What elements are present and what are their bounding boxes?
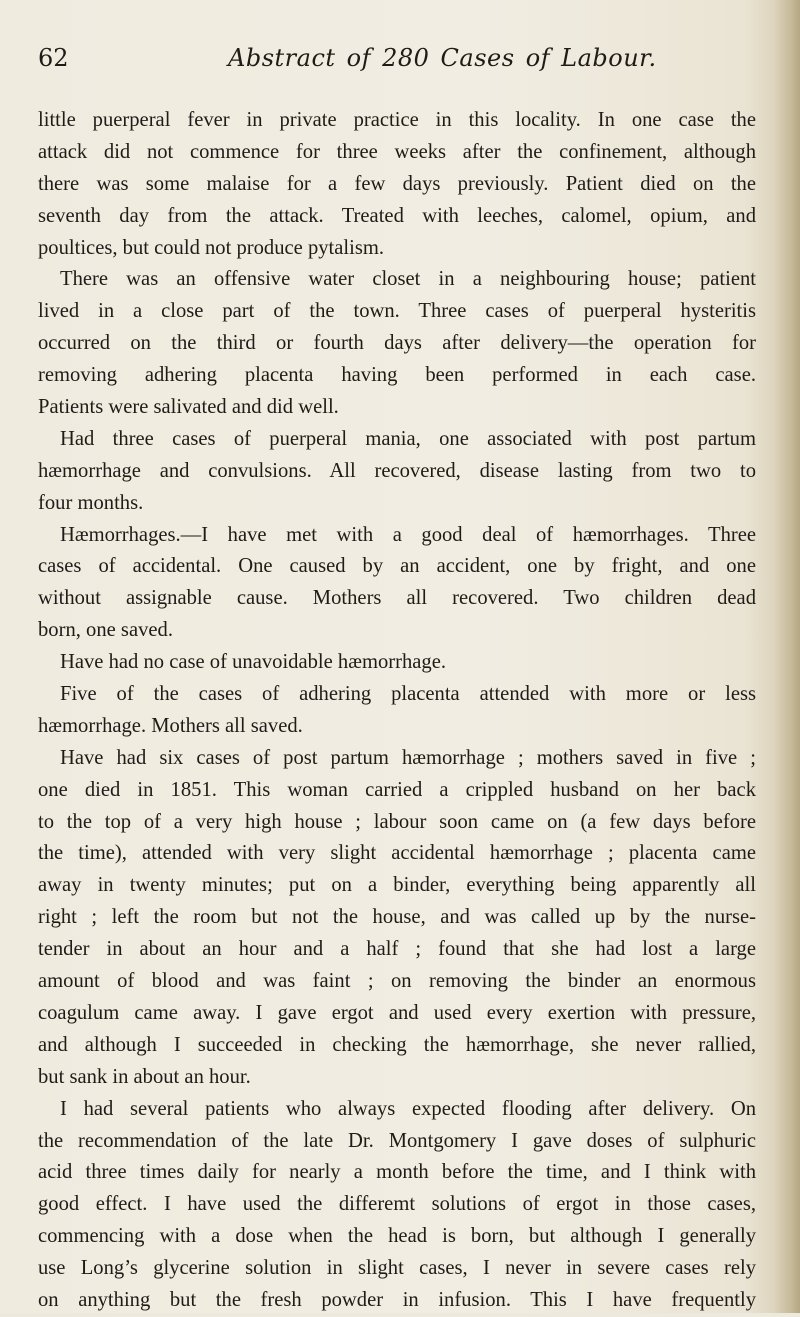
text-line: there was some malaise for a few days previously. Patient died on the [38,172,756,195]
text-line: There was an offensive water closet in a neighbouring house; patient [60,268,756,291]
text-line: lived in a close part of the town. Three cases of puerperal hysteritis [38,300,756,323]
text-line: removing adhering placenta having been performed in each case. [38,364,756,387]
text-line: Have had no case of unavoidable hæmorrhage. [60,651,446,674]
text-line: on anything but the fresh powder in infusion. This I have frequently [38,1288,756,1311]
text-line: Patients were salivated and did well. [38,396,339,419]
text-line: to the top of a very high house ; labour soon came on (a few days before [38,810,756,833]
text-line: Hæmorrhages.—I have met with a good deal of hæmorrhages. Three [60,523,756,546]
text-line: right ; left the room but not the house, and was called up by the nurse- [38,906,756,929]
text-line: attack did not commence for three weeks after the confinement, although [38,140,756,163]
text-line: Have had six cases of post partum hæmorrhage ; mothers saved in five ; [60,746,756,769]
text-line: hæmorrhage. Mothers all saved. [38,714,303,737]
text-line: cases of accidental. One caused by an accident, one by fright, and one [38,555,756,578]
running-title: Abstract of 280 Cases of Labour. [228,44,657,72]
text-line: the recommendation of the late Dr. Montgomery I gave doses of sulphuric [38,1129,756,1152]
text-line: the time), attended with very slight accidental hæmorrhage ; placenta came [38,842,756,865]
text-line: away in twenty minutes; put on a binder, everything being apparently all [38,874,756,897]
text-line: four months. [38,491,144,514]
text-line: and although I succeeded in checking the hæmorrhage, she never rallied, [38,1033,756,1056]
page-edge-shadow [774,0,800,1313]
text-line: I had several patients who always expected flooding after delivery. On [60,1097,756,1120]
text-line: poultices, but could not produce pytalism. [38,236,385,259]
body-text [38,105,756,1317]
text-line: Five of the cases of adhering placenta attended with more or less [60,683,756,706]
page-number: 62 [38,44,69,72]
page-header [38,44,738,84]
text-line: without assignable cause. Mothers all recovered. Two children dead [38,587,756,610]
text-line: but sank in about an hour. [38,1065,251,1088]
text-line: acid three times daily for nearly a month before the time, and I think with [38,1161,756,1184]
text-line: coagulum came away. I gave ergot and used every exertion with pressure, [38,1001,756,1024]
text-line: commencing with a dose when the head is born, but although I generally [38,1225,756,1248]
text-line: one died in 1851. This woman carried a crippled husband on her back [38,778,756,801]
text-line: Had three cases of puerperal mania, one associated with post partum [60,427,756,450]
text-line: seventh day from the attack. Treated with leeches, calomel, opium, and [38,204,756,227]
text-line: born, one saved. [38,619,173,642]
text-line: little puerperal fever in private practice in this locality. In one case the [38,109,756,131]
text-line: use Long’s glycerine solution in slight cases, I never in severe cases rely [38,1257,756,1280]
text-line: amount of blood and was faint ; on removing the binder an enormous [38,970,756,993]
text-line: tender in about an hour and a half ; found that she had lost a large [38,938,756,961]
text-line: hæmorrhage and convulsions. All recovered, disease lasting from two to [38,459,756,482]
text-line: occurred on the third or fourth days after delivery—the operation for [38,332,756,355]
text-line: good effect. I have used the differemt solutions of ergot in those cases, [38,1193,756,1216]
